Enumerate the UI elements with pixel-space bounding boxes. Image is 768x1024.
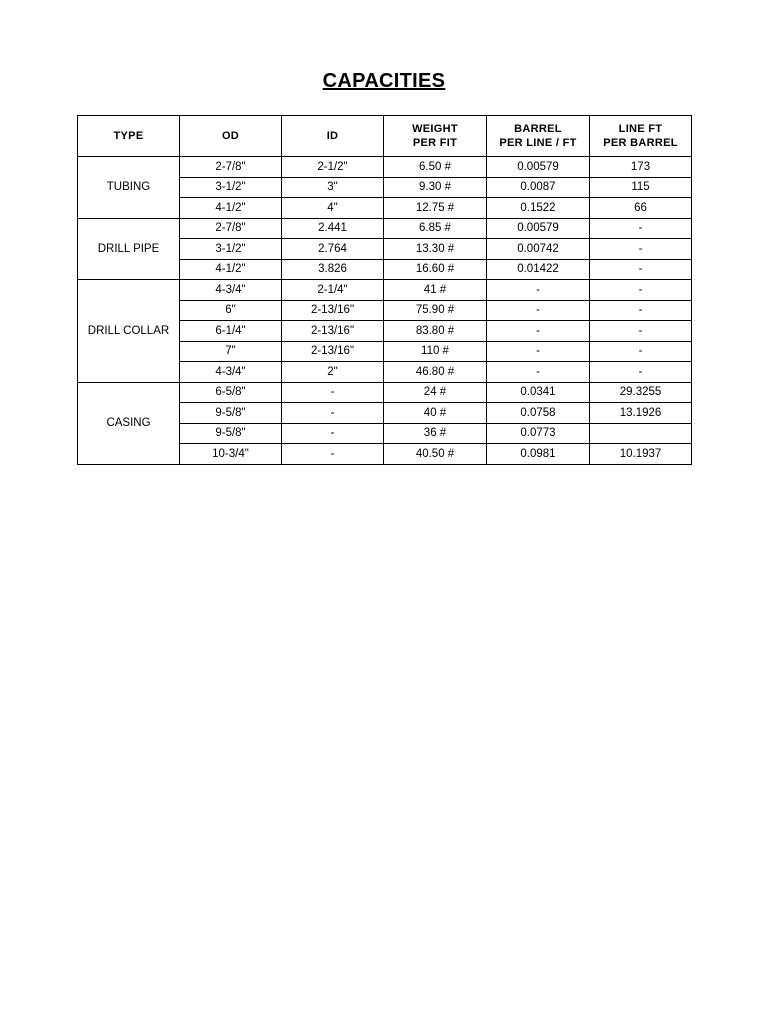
- weight-cell: 83.80 #: [384, 321, 487, 342]
- barrel-cell: -: [487, 321, 590, 342]
- weight-cell: 13.30 #: [384, 239, 487, 260]
- weight-cell: 46.80 #: [384, 362, 487, 383]
- lineft-cell: -: [590, 300, 692, 321]
- lineft-cell: 66: [590, 198, 692, 219]
- barrel-cell: 0.0341: [487, 382, 590, 403]
- lineft-cell: -: [590, 239, 692, 260]
- id-cell: 3": [282, 177, 384, 198]
- lineft-cell: [590, 423, 692, 444]
- od-cell: 4-3/4": [180, 280, 282, 301]
- header-id: ID: [282, 116, 384, 157]
- od-cell: 10-3/4": [180, 444, 282, 465]
- id-cell: 2-13/16": [282, 321, 384, 342]
- id-cell: 2-13/16": [282, 300, 384, 321]
- weight-cell: 75.90 #: [384, 300, 487, 321]
- table-row: [78, 382, 692, 403]
- header-lineft: [590, 116, 692, 157]
- lineft-cell: -: [590, 218, 692, 239]
- id-cell: 2.764: [282, 239, 384, 260]
- barrel-cell: 0.1522: [487, 198, 590, 219]
- type-cell: TUBING: [78, 157, 180, 219]
- od-cell: 2-7/8": [180, 218, 282, 239]
- id-cell: 4": [282, 198, 384, 219]
- barrel-cell: 0.01422: [487, 259, 590, 280]
- type-cell: DRILL COLLAR: [78, 280, 180, 383]
- weight-cell: 6.85 #: [384, 218, 487, 239]
- od-cell: 2-7/8": [180, 157, 282, 178]
- header-weight-line2: PER FIT: [412, 137, 458, 149]
- weight-cell: 24 #: [384, 382, 487, 403]
- id-cell: 2-1/4": [282, 280, 384, 301]
- header-od: OD: [180, 116, 282, 157]
- od-cell: 4-3/4": [180, 362, 282, 383]
- type-cell: CASING: [78, 382, 180, 464]
- barrel-cell: 0.00742: [487, 239, 590, 260]
- weight-cell: 110 #: [384, 341, 487, 362]
- od-cell: 4-1/2": [180, 198, 282, 219]
- barrel-cell: 0.0087: [487, 177, 590, 198]
- header-type: TYPE: [78, 116, 180, 157]
- od-cell: 6": [180, 300, 282, 321]
- type-cell: DRILL PIPE: [78, 218, 180, 280]
- table-row: [78, 280, 692, 301]
- id-cell: -: [282, 403, 384, 424]
- od-cell: 9-5/8": [180, 403, 282, 424]
- weight-cell: 6.50 #: [384, 157, 487, 178]
- barrel-cell: -: [487, 280, 590, 301]
- lineft-cell: 173: [590, 157, 692, 178]
- weight-cell: 12.75 #: [384, 198, 487, 219]
- id-cell: 3.826: [282, 259, 384, 280]
- barrel-cell: -: [487, 341, 590, 362]
- lineft-cell: -: [590, 362, 692, 383]
- lineft-cell: 10.1937: [590, 444, 692, 465]
- barrel-cell: -: [487, 300, 590, 321]
- weight-cell: 40 #: [384, 403, 487, 424]
- table-row: [78, 218, 692, 239]
- id-cell: 2": [282, 362, 384, 383]
- barrel-cell: 0.0981: [487, 444, 590, 465]
- weight-cell: 36 #: [384, 423, 487, 444]
- id-cell: 2-1/2": [282, 157, 384, 178]
- id-cell: 2-13/16": [282, 341, 384, 362]
- lineft-cell: -: [590, 341, 692, 362]
- od-cell: 3-1/2": [180, 239, 282, 260]
- weight-cell: 16.60 #: [384, 259, 487, 280]
- header-barrel-line1: BARREL: [514, 123, 562, 135]
- header-weight-line1: WEIGHT: [412, 123, 458, 135]
- lineft-cell: -: [590, 321, 692, 342]
- capacities-table: [77, 115, 692, 465]
- page-title: CAPACITIES: [322, 70, 446, 92]
- barrel-cell: 0.0773: [487, 423, 590, 444]
- od-cell: 3-1/2": [180, 177, 282, 198]
- id-cell: -: [282, 382, 384, 403]
- barrel-cell: -: [487, 362, 590, 383]
- weight-cell: 40.50 #: [384, 444, 487, 465]
- barrel-cell: 0.00579: [487, 218, 590, 239]
- table-body: [78, 157, 692, 465]
- od-cell: 4-1/2": [180, 259, 282, 280]
- id-cell: 2.441: [282, 218, 384, 239]
- weight-cell: 41 #: [384, 280, 487, 301]
- id-cell: -: [282, 444, 384, 465]
- lineft-cell: -: [590, 259, 692, 280]
- lineft-cell: 13.1926: [590, 403, 692, 424]
- od-cell: 7": [180, 341, 282, 362]
- barrel-cell: 0.00579: [487, 157, 590, 178]
- weight-cell: 9.30 #: [384, 177, 487, 198]
- header-lineft-line1: LINE FT: [618, 123, 663, 135]
- header-barrel: [487, 116, 590, 157]
- header-lineft-line2: PER BARREL: [603, 137, 678, 149]
- lineft-cell: -: [590, 280, 692, 301]
- id-cell: -: [282, 423, 384, 444]
- header-barrel-line2: PER LINE / FT: [499, 137, 577, 149]
- od-cell: 6-1/4": [180, 321, 282, 342]
- lineft-cell: 29.3255: [590, 382, 692, 403]
- table-row: [78, 157, 692, 178]
- header-weight: [384, 116, 487, 157]
- lineft-cell: 115: [590, 177, 692, 198]
- od-cell: 9-5/8": [180, 423, 282, 444]
- od-cell: 6-5/8": [180, 382, 282, 403]
- barrel-cell: 0.0758: [487, 403, 590, 424]
- header-row: [78, 116, 692, 157]
